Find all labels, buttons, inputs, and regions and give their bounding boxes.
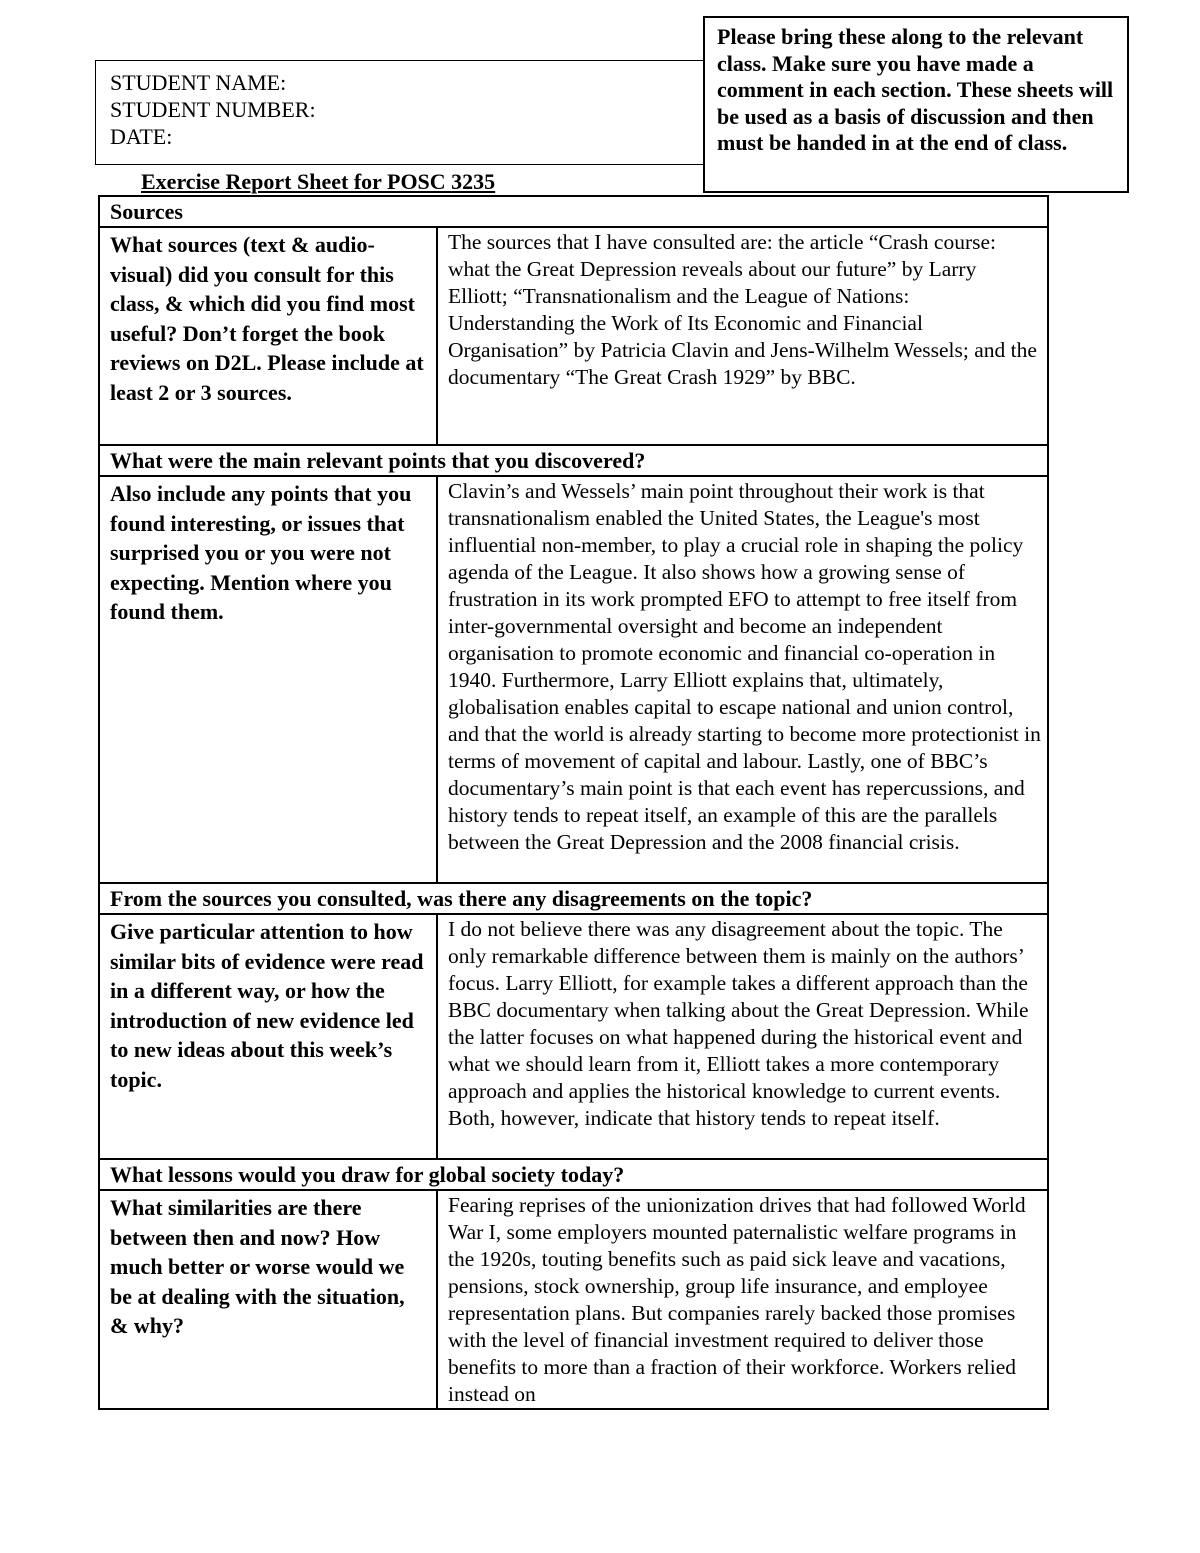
section-heading-disagreements: From the sources you consulted, was there any disagreements on the topic?	[99, 883, 1048, 914]
lessons-answer: Fearing reprises of the unionization drives that had followed World War I, some employers mounted paternalistic welfare programs in the 1920s, touting benefits such as paid sick leave and vacations, pensions, stock ownership, group life insurance, and employee representation plans. But companies rarely backed those promises with the level of financial investment required to deliver those benefits to more than a fraction of their workforce. Workers relied instead on	[437, 1190, 1048, 1409]
sources-heading-row	[99, 196, 1048, 227]
section-heading-main-points: What were the main relevant points that you discovered?	[99, 445, 1048, 476]
report-table	[98, 195, 1049, 1410]
lessons-prompt: What similarities are there between then and now? How much better or worse would we be at dealing with the situation, & why?	[99, 1190, 437, 1409]
lessons-content-row	[99, 1190, 1048, 1409]
disagreements-content-row	[99, 914, 1048, 1159]
instructions-notice: Please bring these along to the relevant class. Make sure you have made a comment in each section. These sheets will be used as a basis of discussion and then must be handed in at the end of class.	[703, 16, 1129, 193]
disagreements-heading-row	[99, 883, 1048, 914]
section-heading-lessons: What lessons would you draw for global society today?	[99, 1159, 1048, 1190]
sources-content-row	[99, 227, 1048, 445]
student-name-label: STUDENT NAME:	[110, 70, 287, 95]
disagreements-prompt: Give particular attention to how similar bits of evidence were read in a different way, or how the introduction of new evidence led to new ideas about this week’s topic.	[99, 914, 437, 1159]
sources-answer: The sources that I have consulted are: the article “Crash course: what the Great Depression reveals about our future” by Larry Elliott; “Transnationalism and the League of Nations: Understanding the Work of Its Economic and Financial Organisation” by Patricia Clavin and Jens-Wilhelm Wessels; and the documentary “The Great Crash 1929” by BBC.	[437, 227, 1048, 445]
student-info-box	[95, 60, 707, 165]
page-title: Exercise Report Sheet for POSC 3235	[141, 169, 496, 194]
lessons-heading-row	[99, 1159, 1048, 1190]
student-number-label: STUDENT NUMBER:	[110, 97, 316, 122]
sources-prompt: What sources (text & audio-visual) did you consult for this class, & which did you find most useful? Don’t forget the book reviews on D2L. Please include at least 2 or 3 sources.	[99, 227, 437, 445]
disagreements-answer: I do not believe there was any disagreement about the topic. The only remarkable difference between them is mainly on the authors’ focus. Larry Elliott, for example takes a different approach than the BBC documentary when talking about the Great Depression. While the latter focuses on what happened during the historical event and what we should learn from it, Elliott takes a more contemporary approach and applies the historical knowledge to current events. Both, however, indicate that history tends to repeat itself.	[437, 914, 1048, 1159]
main-points-answer: Clavin’s and Wessels’ main point throughout their work is that transnationalism enabled the United States, the League's most influential non-member, to play a crucial role in shaping the policy agenda of the League. It also shows how a growing sense of frustration in its work prompted EFO to attempt to free itself from inter-governmental oversight and become an independent organisation to promote economic and financial co-operation in 1940. Furthermore, Larry Elliott explains that, ultimately, globalisation enables capital to escape national and union control, and that the world is already starting to become more protectionist in terms of movement of capital and labour. Lastly, one of BBC’s documentary’s main point is that each event has repercussions, and history tends to repeat itself, an example of this are the parallels between the Great Depression and the 2008 financial crisis.	[437, 476, 1048, 883]
date-label: DATE:	[110, 124, 173, 149]
main-points-content-row	[99, 476, 1048, 883]
section-heading-sources: Sources	[99, 196, 1048, 227]
main-points-heading-row	[99, 445, 1048, 476]
main-points-prompt: Also include any points that you found interesting, or issues that surprised you or you were not expecting. Mention where you found them.	[99, 476, 437, 883]
